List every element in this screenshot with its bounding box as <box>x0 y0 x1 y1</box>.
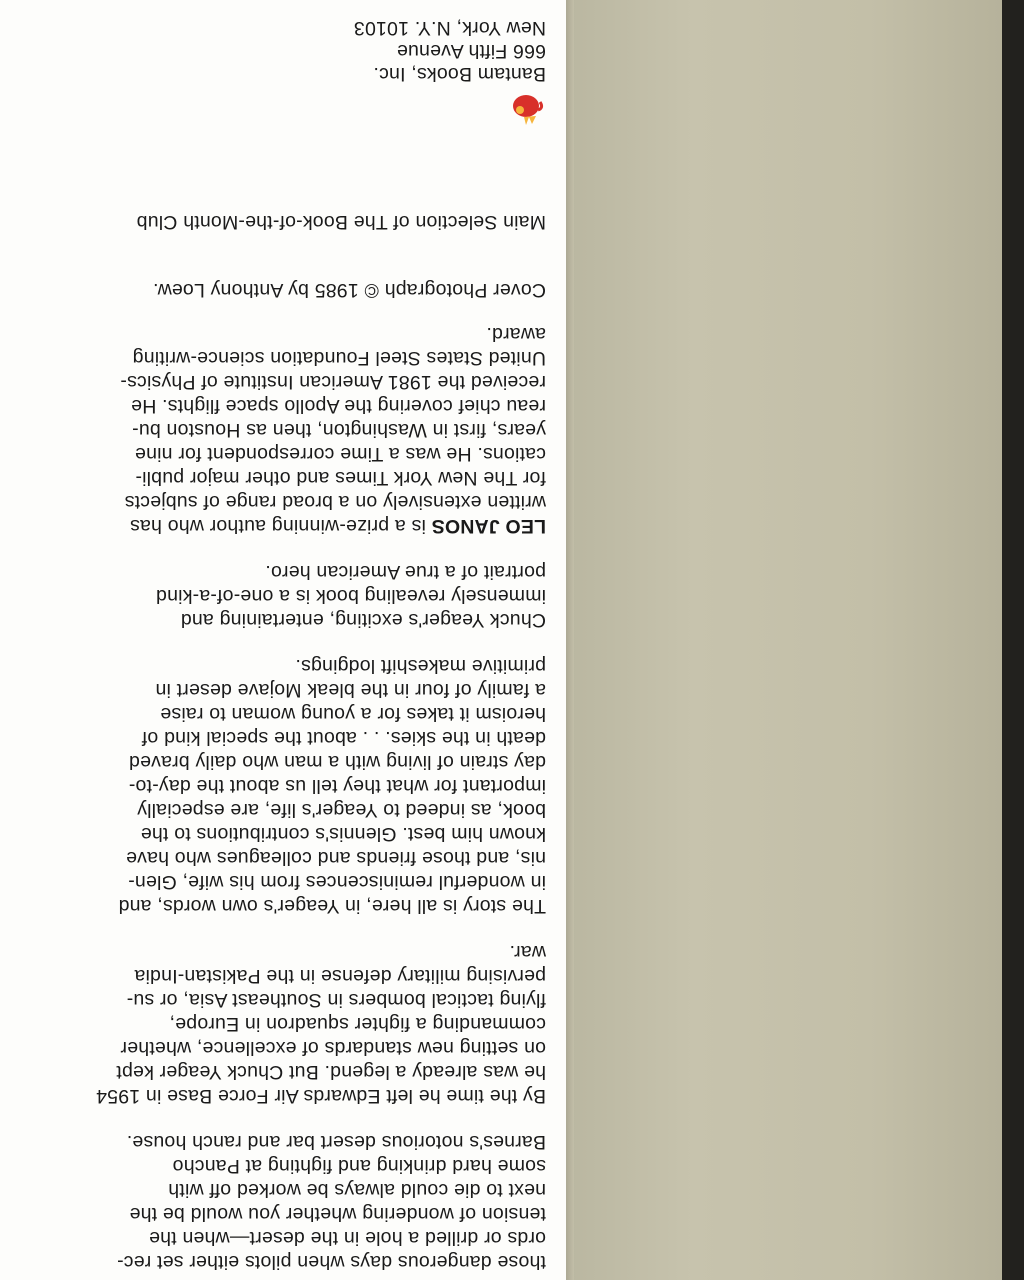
text-line: portrait of a true American hero. <box>265 561 546 583</box>
author-bio-first: is a prize-winning author who has <box>129 515 432 537</box>
text-line: immensely revealing book is a one-of-a-kind <box>155 585 546 607</box>
text-line: death in the skies. . . about the special kind of <box>141 727 546 749</box>
text-line: known him best. Glennis's contributions to the <box>140 823 546 845</box>
paragraph-summary <box>22 560 546 632</box>
flap-text-rotated <box>22 0 546 1280</box>
text-line: important for what they tell us about the day-to- <box>128 775 546 797</box>
text-line: Chuck Yeager's exciting, entertaining and <box>180 609 546 631</box>
text-line: years, first in Washington, then as Houston bu- <box>131 419 546 441</box>
author-name: LEO JANOS <box>431 515 546 537</box>
text-line: heroism it takes for a young woman to raise <box>160 703 546 725</box>
text-line: tension of wondering whether you would be the <box>129 1203 546 1225</box>
text-line: a family of four in the bleak Mojave desert in <box>155 679 546 701</box>
text-line: written extensively on a broad range of subjects <box>124 491 546 513</box>
text-line: war. <box>509 941 546 963</box>
publisher-name: Bantam Books, Inc. <box>373 63 546 85</box>
author-bio <box>22 322 546 538</box>
text-line: book, as indeed to Yeager's life, are especially <box>136 799 546 821</box>
spine-edge <box>1002 0 1024 1280</box>
rooster-logo-icon <box>506 90 546 130</box>
publisher-address <box>22 16 546 85</box>
photo-credit: Cover Photograph © 1985 by Anthony Loew. <box>152 279 546 301</box>
text-line: on setting new standards of excellence, whether <box>120 1037 546 1059</box>
text-line: nis, and those friends and colleagues who have <box>125 847 546 869</box>
paragraph-legend <box>22 940 546 1108</box>
club-selection: Main Selection of The Book-of-the-Month Club <box>136 211 546 233</box>
text-line: day strain of living with a man who daily braved <box>128 751 546 773</box>
paragraph-story <box>22 654 546 918</box>
text-line: commanding a fighter squadron in Europe, <box>169 1013 546 1035</box>
text-line: The story is all here, in Yeager's own words, and <box>118 895 546 917</box>
text-line <box>22 514 546 538</box>
text-line: in wonderful reminiscences from his wife, Glen- <box>128 871 546 893</box>
text-line: some hard drinking and fighting at Pancho <box>172 1155 546 1177</box>
text-line: he was already a legend. But Chuck Yeager kept <box>116 1061 546 1083</box>
text-line: By the time he left Edwards Air Force Base in 1954 <box>95 1085 546 1107</box>
text-line: primitive makeshift lodgings. <box>295 655 546 677</box>
text-line: pervising military defense in the Pakistan-India <box>134 965 546 987</box>
publisher-city: New York, N.Y. 10103 <box>353 17 546 39</box>
text-line: award. <box>486 323 546 345</box>
text-line: United States Steel Foundation science-writing <box>132 347 546 369</box>
paragraph-desert <box>22 1130 546 1274</box>
text-line: next to die could always be worked off with <box>168 1179 546 1201</box>
cover-board <box>560 0 1002 1280</box>
text-line: for The New York Times and other major publi- <box>135 467 546 489</box>
publisher-street: 666 Fifth Avenue <box>396 40 546 62</box>
text-line: ords or drilled a hole in the desert—when the <box>148 1227 546 1249</box>
text-line: received the 1981 American Institute of Physics- <box>120 371 546 393</box>
text-line: cations. He was a Time correspondent for nine <box>134 443 546 465</box>
text-line: Barnes's notorious desert bar and ranch house. <box>126 1131 546 1153</box>
text-line: those dangerous days when pilots either set rec- <box>116 1251 546 1273</box>
text-line: flying tactical bombers in Southeast Asia, or su- <box>126 989 546 1011</box>
text-line: reau chief covering the Apollo space flights. He <box>130 395 546 417</box>
